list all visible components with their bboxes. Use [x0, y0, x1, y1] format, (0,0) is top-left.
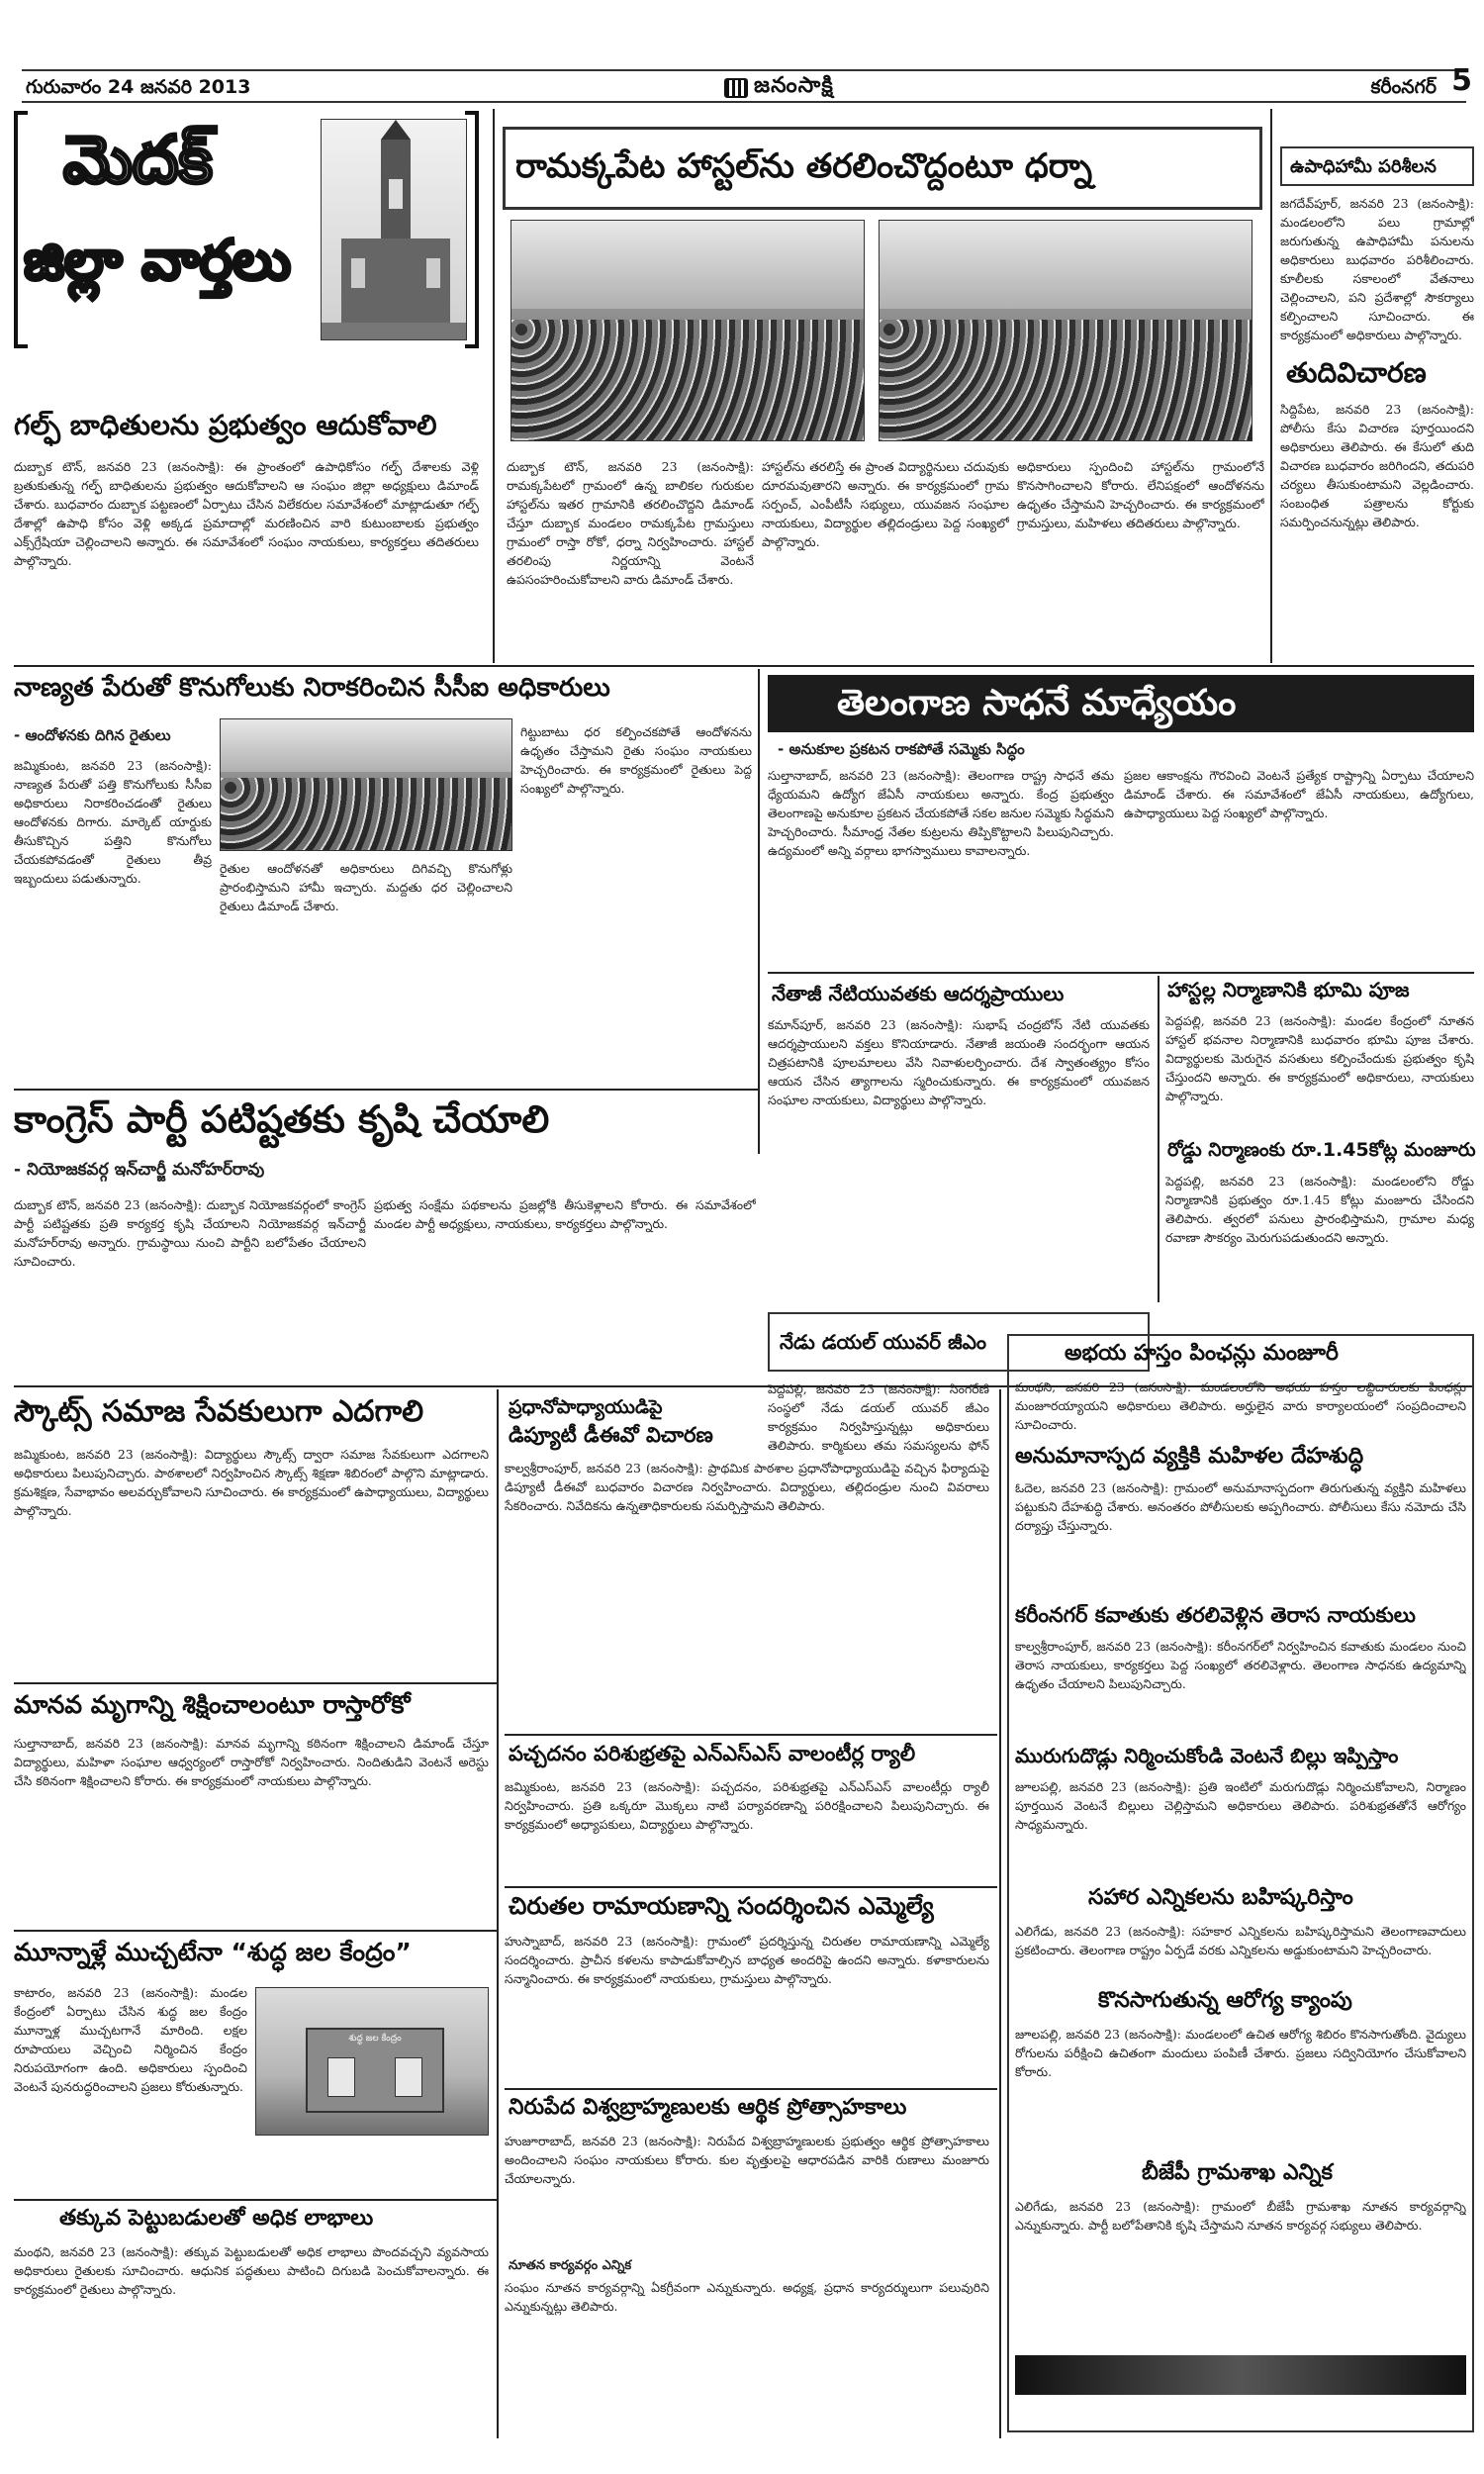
decorative-bottom-bar	[1015, 2355, 1466, 2395]
drains-headline: మురుగుదొడ్లు నిర్మించుకోండి వెంటనే బిల్లు ఇప్పిస్తాం	[1015, 1744, 1399, 1767]
column-rule	[758, 669, 760, 1154]
hostel-col2: హాస్టల్‌ను తరలిస్తే ఈ ప్రాంత విద్యార్థినులు చదువుకు దూరమవుతారని అన్నారు. ఈ కార్యక్రమంలో గ్రామ సర్పంచ్, ఎంపీటీసీ సభ్యులు, యువజన సంఘాల నాయకులు, విద్యార్థుల తల్లిదండ్రులు పెద్ద సంఖ్యలో పాల్గొన్నారు.	[762, 459, 1009, 549]
training-headline-box	[1280, 146, 1474, 186]
trs-body: కాల్వశ్రీరాంపూర్, జనవరి 23 (జనంసాక్షి): కరీంనగర్‌లో నిర్వహించిన కవాతుకు మండలం నుంచి తెరాస నాయకులు, కార్యకర్తలు పెద్ద సంఖ్యలో తరలివెళ్లారు. తెలంగాణ సాధనకు ఉద్యమాన్ని ఉధృతం చేయాలని పిలుపునిచ్చారు.	[1015, 1639, 1466, 1691]
hostel-col1: దుబ్బాక టౌన్, జనవరి 23 (జనంసాక్షి): రామక్కపేటలో గ్రామంలో ఉన్న బాలికల గురుకుల హాస్టల్‌ను ఇతర గ్రామానికి తరలించొద్దని డిమాండ్ చేస్తూ దుబ్బాక మండలం రామక్కపేట గ్రామస్తులు గ్రామంలో రాస్తా రోకో, ధర్నా నిర్వహించారు. హాస్టల్ తరలింపు నిర్ణయాన్ని వెంటనే ఉపసంహరించుకోవాలని వారు డిమాండ్ చేశారు.	[507, 459, 754, 587]
water-window-icon	[395, 2057, 422, 2097]
training-body: జగదేవ్‌పూర్, జనవరి 23 (జనంసాక్షి): మండలంలోని పలు గ్రామాల్లో జరుగుతున్న ఉపాధిహామీ పనులను అధికారులు బుధవారం పరిశీలించారు. కూలీలకు సకాలంలో వేతనాలు చెల్లించాలని, పని ప్రదేశాల్లో సౌకర్యాలు కల్పించాలని సూచించారు. ఈ కార్యక్రమంలో అధికారులు పాల్గొన్నారు.	[1280, 196, 1474, 342]
bjp-body: ఎలిగేడు, జనవరి 23 (జనంసాక్షి): గ్రామంలో బీజేపీ గ్రామశాఖ నూతన కార్యవర్గాన్ని ఎన్నుకున్నారు. పార్టీ బలోపేతానికి కృషి చేస్తామని నూతన కార్యవర్గ సభ్యులు తెలిపారు.	[1015, 2199, 1466, 2233]
medak-title-block	[14, 111, 479, 348]
section-rule	[505, 1886, 997, 1888]
telangana-col1: సుల్తానాబాద్, జనవరి 23 (జనంసాక్షి): తెలంగాణ రాష్ట్ర సాధనే తమ ధ్యేయమని ఉద్యోగ జేఏసీ నాయకులు అన్నారు. కేంద్ర ప్రభుత్వం తెలంగాణపై అనుకూల ప్రకటన చేయకపోతే సకల జనుల సమ్మెకు సిద్ధమని హెచ్చరించారు. సీమాంధ్ర నేతల కుట్రలను తిప్పికొట్టాలని పిలుపునిచ్చారు. ఉద్యమంలో అన్ని వర్గాలు భాగస్వాములు కావాలన్నారు.	[768, 768, 1114, 858]
headmaster-headline-line1: ప్రధానోపాధ్యాయుడిపై	[509, 1396, 663, 1418]
section-rule	[505, 2088, 997, 2090]
column-rule	[1158, 976, 1159, 1302]
issue-date: గురువారం 24 జనవరి 2013	[26, 76, 251, 98]
rastaroko-body: సుల్తానాబాద్, జనవరి 23 (జనంసాక్షి): మానవ మృగాన్ని కఠినంగా శిక్షించాలని డిమాండ్ చేస్తూ విద్యార్థులు, మహిళా సంఘాల ఆధ్వర్యంలో రాస్తారోకో నిర్వహించారు. నిందితుడిని వెంటనే అరెస్టు చేసి కఠినంగా శిక్షించాలని కోరారు. ఈ కార్యక్రమంలో నాయకులు పాల్గొన్నారు.	[14, 1736, 489, 1788]
drains-body: జూలపల్లి, జనవరి 23 (జనంసాక్షి): ప్రతి ఇంటిలో మరుగుదొడ్లు నిర్మించుకోవాలని, నిర్మాణం పూర్తయిన వెంటనే బిల్లులు చెల్లిస్తామని అధికారులు తెలిపారు. పరిశుభ్రతతోనే ఆరోగ్యం సాధ్యమన్నారు.	[1015, 1779, 1466, 1832]
hostel-headline-box	[503, 127, 1262, 210]
telangana-banner	[768, 675, 1474, 732]
nss-body: జమ్మికుంట, జనవరి 23 (జనంసాక్షి): పచ్చదనం, పరిశుభ్రతపై ఎన్ఎస్ఎస్ వాలంటీర్లు ర్యాలీ నిర్వహించారు. ప్రతి ఒక్కరూ మొక్కలు నాటి పర్యావరణాన్ని పరిరక్షించాలని పిలుపునిచ్చారు. ఈ కార్యక్రమంలో అధ్యాపకులు, విద్యార్థులు పాల్గొన్నారు.	[505, 1779, 989, 1832]
sahara-headline: సహార ఎన్నికలను బహిష్కరిస్తాం	[1088, 1885, 1353, 1910]
column-rule	[1270, 109, 1272, 663]
water-sign: శుద్ధ జల కేంద్రం	[348, 2034, 402, 2044]
health-body: జూలపల్లి, జనవరి 23 (జనంసాక్షి): మండలంలో ఉచిత ఆరోగ్య శిబిరం కొనసాగుతోంది. వైద్యులు రోగులను పరీక్షించి ఉచితంగా మందులు పంపిణీ చేశారు. ప్రజలు సద్వినియోగం చేసుకోవాలని కోరారు.	[1015, 2027, 1466, 2079]
inquiry-headline: తుదివిచారణ	[1286, 356, 1427, 389]
congress-headline: కాంగ్రెస్ పార్టీ పటిష్టతకు కృషి చేయాలి	[14, 1097, 550, 1141]
hostel-headline: రామక్కపేట హాస్టల్‌ను తరలించొద్దంటూ ధర్నా	[515, 146, 1093, 186]
inquiry-body: సిద్దిపేట, జనవరి 23 (జనంసాక్షి): పోలీసు కేసు విచారణ పూర్తయిందని అధికారులు తెలిపారు. ఈ కేసులో తుది విచారణ బుధవారం జరిగిందని, తదుపరి చర్యలు తీసుకుంటామని వెల్లడించారు. సంబంధిత పత్రాలను కోర్టుకు సమర్పించనున్నట్లు తెలిపారు.	[1280, 402, 1474, 529]
cci-kicker: - ఆందోళనకు దిగిన రైతులు	[14, 726, 171, 744]
netaji-headline: నేతాజీ నేటియువతకు ఆదర్శప్రాయులు	[772, 982, 1065, 1005]
gulf-headline: గల్ఫ్ బాధితులను ప్రభుత్వం ఆదుకోవాలి	[14, 409, 437, 441]
congress-col1: దుబ్బాక టౌన్, జనవరి 23 (జనంసాక్షి): దుబ్బాక నియోజకవర్గంలో కాంగ్రెస్ పార్టీ పటిష్టతకు ప్రతి కార్యకర్త కృషి చేయాలని నియోజకవర్గ ఇన్‌చార్జీ మనోహర్‌రావు అన్నారు. గ్రామస్థాయి నుంచి పార్టీని బలోపేతం చేయాలని సూచించారు.	[14, 1197, 366, 1269]
poultry-headline: తక్కువ పెట్టుబడులతో అధిక లాభాలు	[59, 2206, 374, 2231]
newspaper-logo	[724, 73, 834, 103]
training-headline: ఉపాధిహామీ పరిశీలన	[1290, 156, 1437, 177]
column-rule	[497, 1389, 499, 2438]
bracket-right	[465, 111, 479, 348]
poultry-body: మంథని, జనవరి 23 (జనంసాక్షి): తక్కువ పెట్టుబడులతో అధిక లాభాలు పొందవచ్చని వ్యవసాయ అధికారులు రైతులకు సూచించారు. ఆధునిక పద్ధతులు పాటించి దిగుబడి పెంచుకోవాలన్నారు. ఈ కార్యక్రమంలో రైతులు పాల్గొన్నారు.	[14, 2244, 489, 2297]
section-rule	[14, 1930, 497, 1932]
page-number: 5	[1451, 63, 1472, 98]
youth-gm-body: పెద్దపల్లి, జనవరి 23 (జనంసాక్షి): సింగరేణి సంస్థలో నేడు డయల్ యువర్ జీఎం కార్యక్రమం నిర్వహిస్తున్నట్లు అధికారులు తెలిపారు. కార్మికులు తమ సమస్యలను ఫోన్	[768, 1381, 989, 1453]
masthead-strip	[22, 63, 1472, 103]
road-body: పెద్దపల్లి, జనవరి 23 (జనంసాక్షి): మండలంలోని రోడ్డు నిర్మాణానికి ప్రభుత్వం రూ.1.45 కోట్లు మంజూరు చేసిందని తెలిపారు. త్వరలో పనులు ప్రారంభిస్తామని, గ్రామాల మధ్య రవాణా సౌకర్యం మెరుగుపడుతుందని అన్నారు.	[1165, 1174, 1474, 1245]
column-rule	[999, 1389, 1001, 2438]
ramayana-body: హుస్నాబాద్, జనవరి 23 (జనంసాక్షి): గ్రామంలో ప్రదర్శిస్తున్న చిరుతల రామాయణాన్ని ఎమ్మెల్యే సందర్శించారు. ప్రాచీన కళలను కాపాడుకోవాల్సిన బాధ్యత అందరిపై ఉందని అన్నారు. కళాకారులను సన్మానించారు. ఈ కార్యక్రమంలో నాయకులు, గ్రామస్తులు పాల్గొన్నారు.	[505, 1934, 989, 1986]
telangana-col2: ప్రజల ఆకాంక్షను గౌరవించి వెంటనే ప్రత్యేక రాష్ట్రాన్ని ఏర్పాటు చేయాలని డిమాండ్ చేశారు. ఈ సమావేశంలో జేఏసీ నాయకులు, ఉద్యోగులు, ఉపాధ్యాయులు పెద్ద సంఖ్యలో పాల్గొన్నారు.	[1124, 768, 1474, 820]
telangana-headline: తెలంగాణ సాధనే మాధ్యేయం	[837, 683, 1237, 723]
water-centre-photo	[255, 1987, 489, 2136]
health-headline: కొనసాగుతున్న ఆరోగ్య క్యాంపు	[1098, 1988, 1352, 2013]
road-headline: రోడ్డు నిర్మాణంకు రూ.1.45కోట్ల మంజూరు	[1167, 1139, 1476, 1161]
section-rule	[14, 2199, 497, 2201]
section-rule	[505, 1734, 997, 1736]
bjp-headline: బీజేపీ గ్రామశాఖ ఎన్నిక	[1142, 2160, 1333, 2185]
ramayana-headline: చిరుతల రామాయణాన్ని సందర్శించిన ఎమ్మెల్యే	[509, 1892, 934, 1920]
sahara-body: ఎలిగేడు, జనవరి 23 (జనంసాక్షి): సహకార ఎన్నికలను బహిష్కరిస్తామని తెలంగాణవాదులు ప్రకటించారు. తెలంగాణ రాష్ట్రం ఏర్పడే వరకు ఎన్నికలను అడ్డుకుంటామని హెచ్చరించారు.	[1015, 1924, 1466, 1957]
youth-gm-headline: నేడు డయల్ యువర్ జీఎం	[780, 1330, 987, 1354]
rastaroko-headline: మానవ మృగాన్ని శిక్షించాలంటూ రాస్తారోకో	[14, 1690, 411, 1719]
medak-title-line2: జిల్లా వార్తలు	[24, 229, 292, 293]
hostel-photo-left	[510, 220, 865, 441]
cci-col3: గిట్టుబాటు ధర కల్పించకపోతే ఆందోళనను ఉధృతం చేస్తామని రైతు సంఘం నాయకులు హెచ్చరించారు. ఈ కార్యక్రమంలో రైతులు పెద్ద సంఖ్యలో పాల్గొన్నారు.	[520, 724, 752, 796]
abhaya-body: మంథని, జనవరి 23 (జనంసాక్షి): మండలంలోని అభయ హస్తం లబ్ధిదారులకు పింఛన్లు మంజూరయ్యాయని అధికారులు తెలిపారు. అర్హులైన వారు కార్యాలయంలో సంప్రదించాలని సూచించారు.	[1015, 1380, 1466, 1432]
logo-text: జనంసాక్షి	[754, 73, 834, 98]
section-rule	[768, 972, 1474, 974]
cci-headline: నాణ్యత పేరుతో కొనుగోలుకు నిరాకరించిన సీసీఐ అధికారులు	[14, 673, 610, 703]
scouts-headline: స్కౌట్స్ సమాజ సేవకులుగా ఎదగాలి	[14, 1394, 424, 1429]
trs-headline: కరీంనగర్ కవాతుకు తరలివెళ్లిన తెరాస నాయకులు	[1015, 1603, 1416, 1627]
telangana-kicker: - అనుకూల ప్రకటన రాకపోతే సమ్మెకు సిద్ధం	[778, 740, 1025, 758]
vishwabrahmin-body: హుజూరాబాద్, జనవరి 23 (జనంసాక్షి): నిరుపేద విశ్వబ్రాహ్మణులకు ప్రభుత్వం ఆర్థిక ప్రోత్సాహకాలు అందించాలని సంఘం నాయకులు కోరారు. కుల వృత్తులపై ఆధారపడిన వారికి రుణాలు మంజూరు చేయాలన్నారు.	[505, 2134, 989, 2186]
hostel-col3: అధికారులు స్పందించి హాస్టల్‌ను గ్రామంలోనే కొనసాగించాలని కోరారు. లేనిపక్షంలో ఆందోళనను ఉధృతం చేస్తామని హెచ్చరించారు. ఈ కార్యక్రమంలో గ్రామస్తులు, మహిళలు తదితరులు పాల్గొన్నారు.	[1017, 459, 1264, 530]
hostel-building-body: పెద్దపల్లి, జనవరి 23 (జనంసాక్షి): మండల కేంద్రంలో నూతన హాస్టల్ భవనాల నిర్మాణానికి బుధవారం భూమి పూజ చేశారు. విద్యార్థులకు మెరుగైన వసతులు కల్పించేందుకు ప్రభుత్వం కృషి చేస్తుందని అన్నారు. ఈ కార్యక్రమంలో అధికారులు, నాయకులు పాల్గొన్నారు.	[1165, 1013, 1474, 1103]
suspicious-body: ఓదెల, జనవరి 23 (జనంసాక్షి): గ్రామంలో అనుమానాస్పదంగా తిరుగుతున్న వ్యక్తిని మహిళలు పట్టుకుని దేహశుద్ధి చేశారు. అనంతరం పోలీసులకు అప్పగించారు. పోలీసులు కేసు నమోదు చేసి దర్యాప్తు చేస్తున్నారు.	[1015, 1480, 1466, 1533]
headmaster-headline-line2: డిప్యూటీ డీఈవో విచారణ	[509, 1423, 713, 1447]
hostel-building-headline: హాస్టల్ల నిర్మాణానికి భూమి పూజ	[1167, 978, 1410, 1001]
edition-city: కరీంనగర్	[1370, 76, 1437, 98]
medak-title-line1: మెదక్	[63, 122, 213, 198]
suspicious-headline: అనుమానాస్పద వ్యక్తికి మహిళల దేహశుద్ధి	[1015, 1444, 1364, 1469]
congress-col2: ప్రభుత్వ సంక్షేమ పథకాలను ప్రజల్లోకి తీసుకెళ్లాలని కోరారు. ఈ సమావేశంలో మండల పార్టీ అధ్యక్షులు, నాయకులు, కార్యకర్తలు పాల్గొన్నారు.	[374, 1197, 756, 1231]
scouts-body: జమ్మికుంట, జనవరి 23 (జనంసాక్షి): విద్యార్థులు స్కౌట్స్ ద్వారా సమాజ సేవకులుగా ఎదగాలని అధికారులు పిలుపునిచ్చారు. పాఠశాలలో నిర్వహించిన స్కౌట్స్ శిక్షణా శిబిరంలో పాల్గొని మాట్లాడారు. క్రమశిక్షణ, సేవాభావం అలవర్చుకోవాలని సూచించారు. ఈ కార్యక్రమంలో ఉపాధ్యాయులు, విద్యార్థులు పాల్గొన్నారు.	[14, 1447, 489, 1518]
cci-col2: రైతుల ఆందోళనతో అధికారులు దిగివచ్చి కొనుగోళ్లు ప్రారంభిస్తామని హామీ ఇచ్చారు. మద్దతు ధర చెల్లించాలని రైతులు డిమాండ్ చేశారు.	[220, 861, 512, 913]
church-photo	[321, 119, 467, 340]
water-door-icon	[327, 2057, 355, 2097]
water-building	[306, 2028, 444, 2113]
headmaster-body: కాల్వశ్రీరాంపూర్, జనవరి 23 (జనంసాక్షి): ప్రాథమిక పాఠశాల ప్రధానోపాధ్యాయుడిపై వచ్చిన ఫిర్యాదుపై డిప్యూటీ డీఈవో బుధవారం విచారణ నిర్వహించారు. విద్యార్థులు, తల్లిదండ్రుల నుంచి వివరాలు సేకరించారు. నివేదికను ఉన్నతాధికారులకు సమర్పిస్తామని తెలిపారు.	[505, 1461, 989, 1513]
vishwabrahmin-sub-kicker: నూతన కార్యవర్గం ఎన్నిక	[509, 2258, 632, 2273]
cci-photo	[220, 718, 512, 851]
logo-mark-icon	[724, 78, 748, 98]
column-rule	[493, 109, 495, 663]
hostel-photo-right	[879, 220, 1252, 441]
gulf-body: దుబ్బాక టౌన్, జనవరి 23 (జనంసాక్షి): ఈ ప్రాంతంలో ఉపాధికోసం గల్ఫ్ దేశాలకు వెళ్లి బ్రతుకుతున్న గల్ఫ్ బాధితులను ప్రభుత్వం ఆదుకోవాలని ఆ సంఘం జిల్లా అధ్యక్షులు డిమాండ్ చేశారు. బుధవారం దుబ్బాక పట్టణంలో ఏర్పాటు చేసిన విలేకరుల సమావేశంలో మాట్లాడుతూ గల్ఫ్ దేశాల్లో ఉపాధి కోసం వెళ్లి అక్కడ ప్రమాదాల్లో మరణించిన వారి కుటుంబాలకు ప్రభుత్వం ఎక్స్‌గ్రేషియా చెల్లించాలని అన్నారు. ఈ సమావేశంలో సంఘం నాయకులు, కార్యకర్తలు తదితరులు పాల్గొన్నారు.	[14, 459, 479, 568]
nss-headline: పచ్చదనం పరిశుభ్రతపై ఎన్ఎస్ఎస్ వాలంటీర్ల ర్యాలీ	[509, 1742, 916, 1765]
church-icon	[322, 120, 467, 340]
water-body: కాటారం, జనవరి 23 (జనంసాక్షి): మండల కేంద్రంలో ఏర్పాటు చేసిన శుద్ధ జల కేంద్రం మూన్నాళ్ల ముచ్చటగానే మారింది. లక్షల రూపాయలు వెచ్చించి నిర్మించిన కేంద్రం నిరుపయోగంగా ఉంది. అధికారులు స్పందించి వెంటనే పునరుద్ధరించాలని ప్రజలు కోరుతున్నారు.	[14, 1985, 247, 2094]
cci-col1: జమ్మికుంట, జనవరి 23 (జనంసాక్షి): నాణ్యత పేరుతో పత్తి కొనుగోలుకు సీసీఐ అధికారులు నిరాకరించడంతో రైతులు ఆందోళనకు దిగారు. మార్కెట్ యార్డుకు తీసుకొచ్చిన పత్తిని కొనుగోలు చేయకపోవడంతో రైతులు తీవ్ర ఇబ్బందులు పడుతున్నారు.	[14, 758, 212, 886]
section-rule	[14, 1089, 758, 1091]
vishwabrahmin-headline: నిరుపేద విశ్వబ్రాహ్మణులకు ఆర్థిక ప్రోత్సాహకాలు	[509, 2095, 907, 2120]
abhaya-headline: అభయ హస్తం పింఛన్లు మంజూరీ	[1065, 1341, 1339, 1366]
vishwabrahmin-sub-body: సంఘం నూతన కార్యవర్గాన్ని ఏకగ్రీవంగా ఎన్నుకున్నారు. అధ్యక్ష, ప్రధాన కార్యదర్శులుగా పలువురిని ఎన్నుకున్నట్లు తెలిపారు.	[505, 2280, 989, 2314]
section-rule	[14, 665, 1474, 667]
netaji-body: కమాన్‌పూర్, జనవరి 23 (జనంసాక్షి): సుభాష్ చంద్రబోస్ నేటి యువతకు ఆదర్శప్రాయులని వక్తలు కొనియాడారు. నేతాజీ జయంతి సందర్భంగా ఆయన చిత్రపటానికి పూలమాలలు వేసి నివాళులర్పించారు. దేశ స్వాతంత్య్రం కోసం ఆయన చేసిన త్యాగాలను స్మరించుకున్నారు. ఈ కార్యక్రమంలో యువజన సంఘాల నాయకులు, విద్యార్థులు పాల్గొన్నారు.	[768, 1017, 1150, 1107]
section-rule	[14, 1682, 497, 1684]
congress-kicker: - నియోజకవర్గ ఇన్‌చార్జీ మనోహర్‌రావు	[14, 1160, 265, 1180]
water-headline: మూన్నాళ్లే ముచ్చటేనా “శుద్ధ జల కేంద్రం”	[14, 1938, 412, 1966]
